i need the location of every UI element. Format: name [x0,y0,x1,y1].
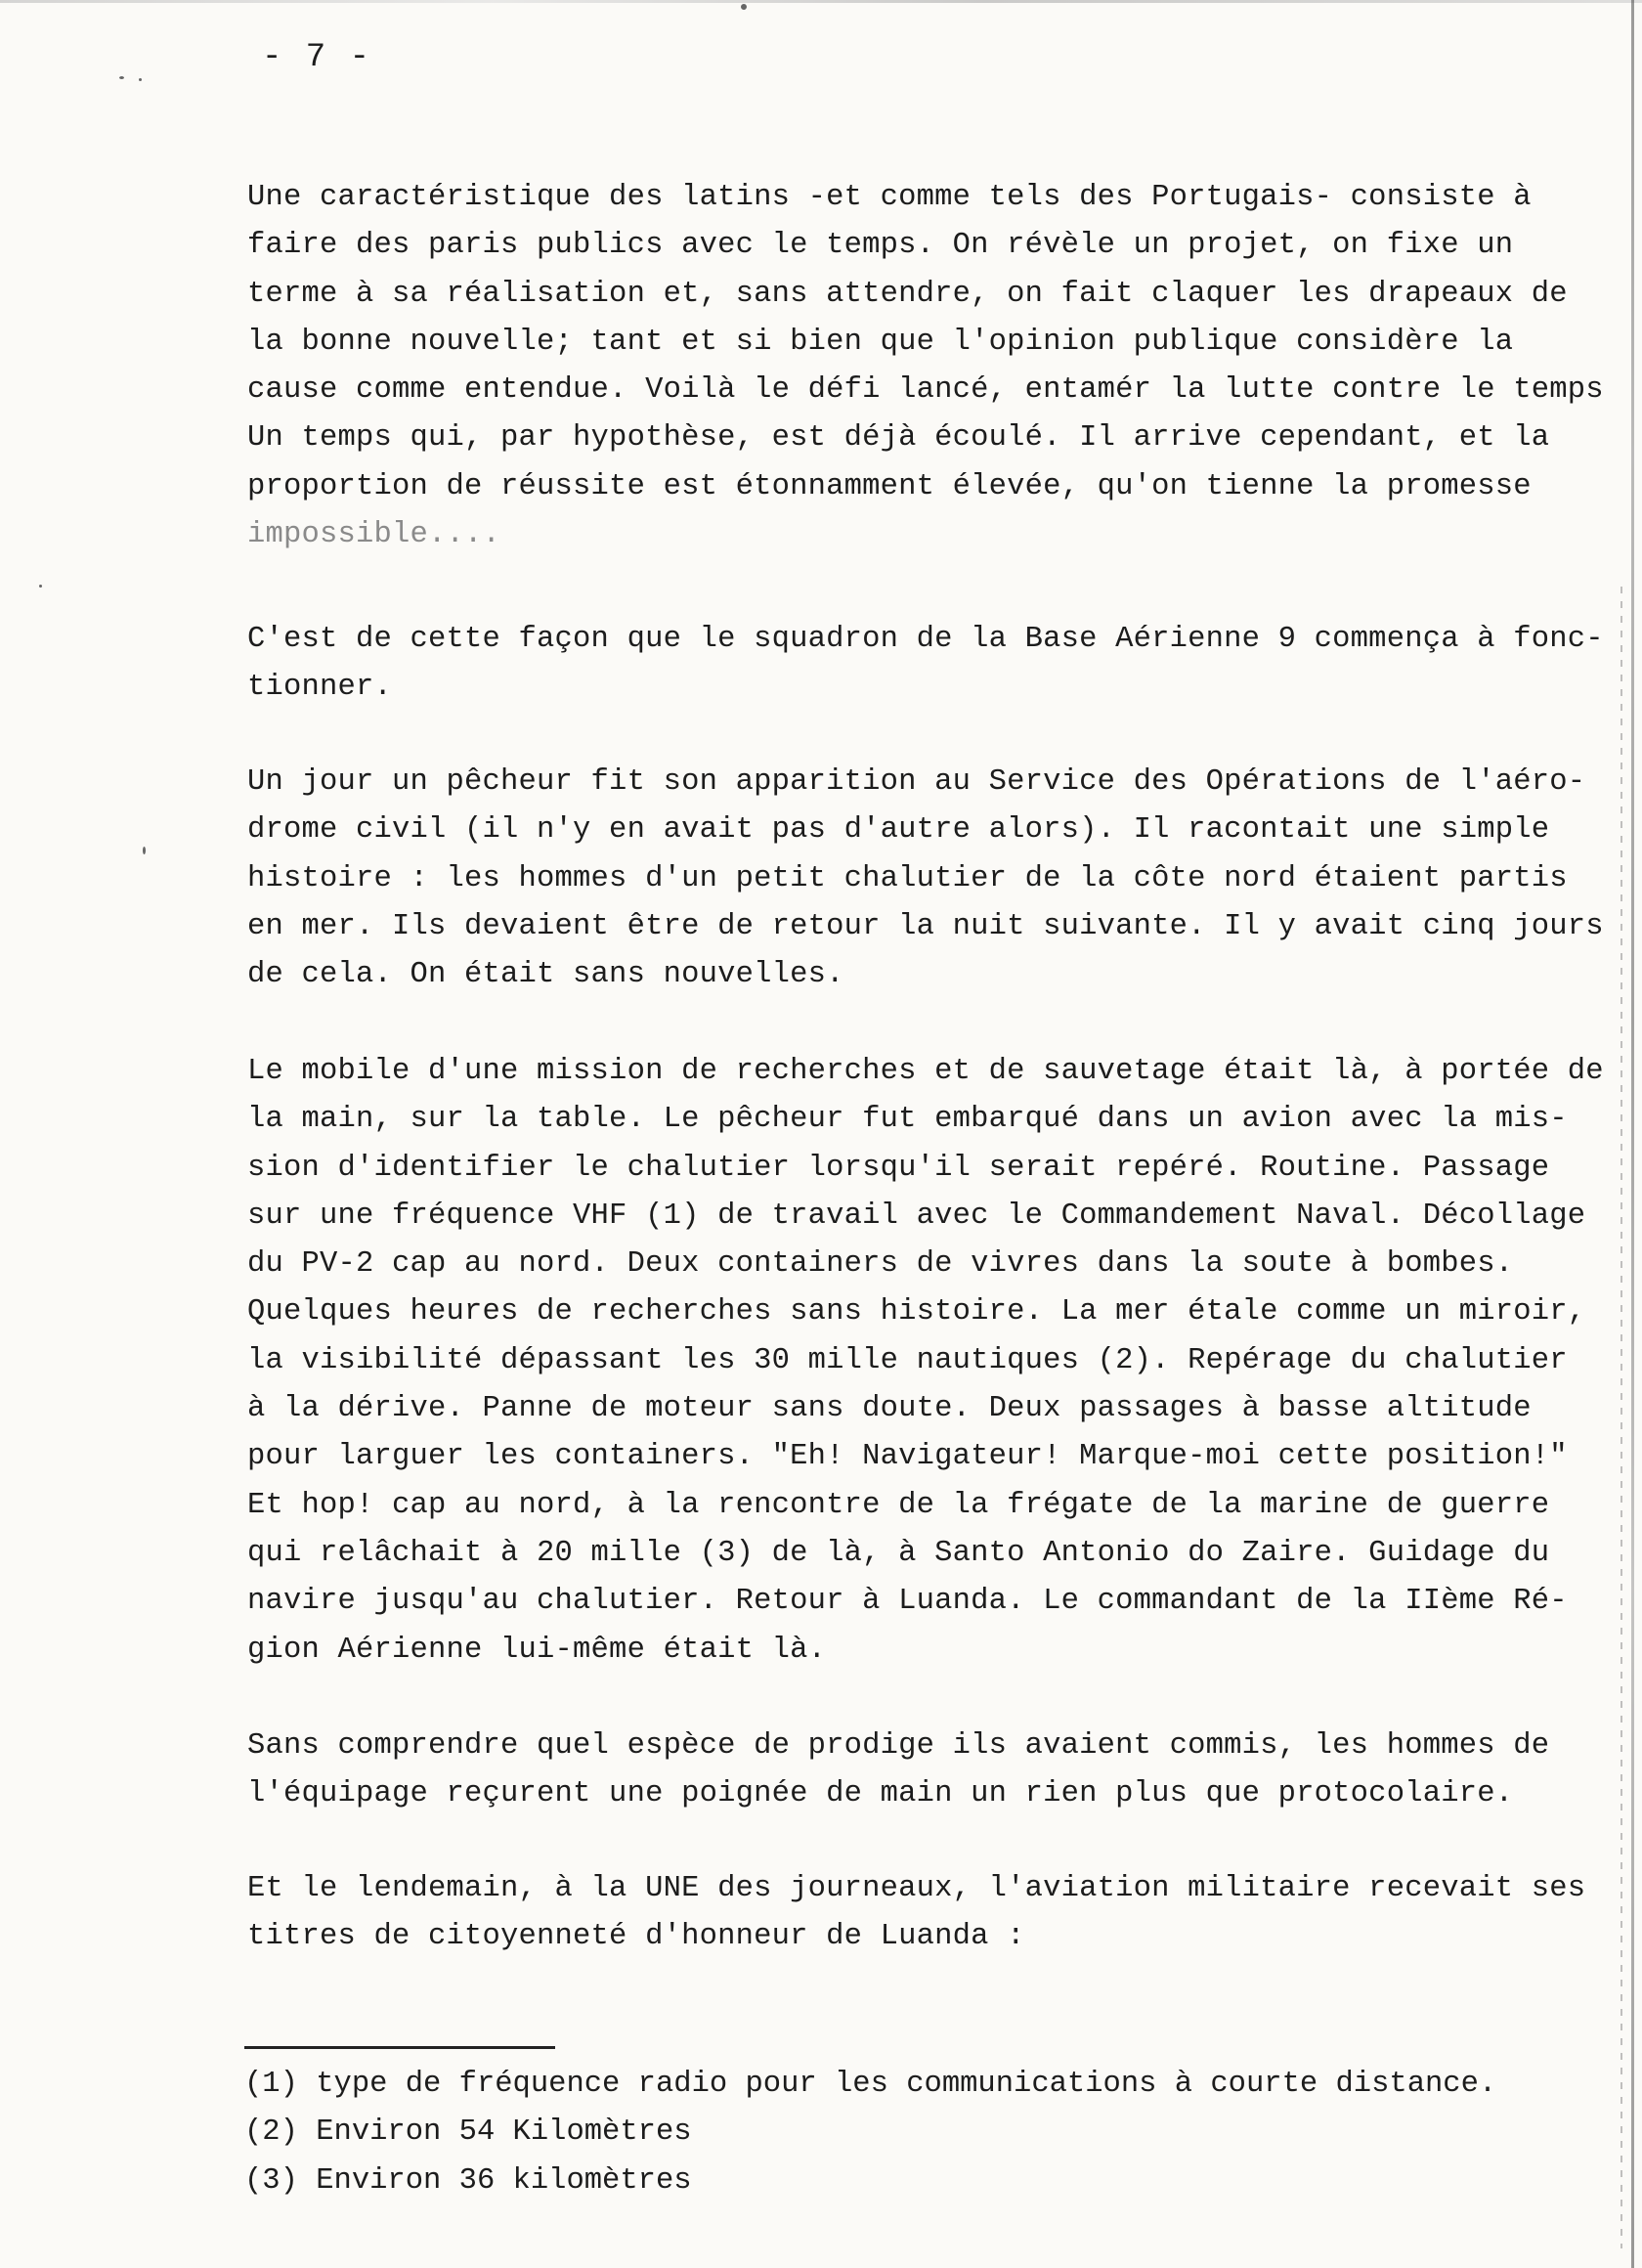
text-line: drome civil (il n'y en avait pas d'autre alors). Il racontait une simple [247,813,1550,848]
scan-speck [119,76,124,79]
scan-right-edge-dashes [1620,587,1622,2248]
scan-speck [39,585,42,588]
text-line: tionner. [247,671,393,705]
text-line: la main, sur la table. Le pêcheur fut embarqué dans un avion avec la mis- [247,1103,1568,1137]
text-line: histoire : les hommes d'un petit chalutier de la côte nord étaient partis [247,861,1568,895]
text-line: en mer. Ils devaient être de retour la nuit suivante. Il y avait cinq jours [247,909,1604,943]
footnote-2: (2) Environ 54 Kilomètres [244,2115,692,2150]
footnote-1: (1) type de fréquence radio pour les communications à courte distance. [244,2068,1497,2101]
text-line: pour larguer les containers. "Eh! Navigateur! Marque-moi cette position!" [247,1440,1568,1474]
paragraph-1 [247,174,1606,559]
text-line: cause comme entendue. Voilà le défi lancé, entamér la lutte contre le temps [247,373,1604,408]
text-line: Le mobile d'une mission de recherches et de sauvetage était là, à portée de [247,1055,1604,1088]
text-line: Sans comprendre quel espèce de prodige ils avaient commis, les hommes de [247,1729,1550,1763]
text-line: la visibilité dépassant les 30 mille nautiques (2). Repérage du chalutier [247,1343,1568,1377]
text-line: Quelques heures de recherches sans histoire. La mer étale comme un miroir, [247,1295,1586,1330]
text-line: du PV-2 cap au nord. Deux containers de vivres dans la soute à bombes. [247,1247,1514,1282]
text-line: l'équipage reçurent une poignée de main un rien plus que protocolaire. [247,1777,1514,1811]
text-line: titres de citoyenneté d'honneur de Luanda : [247,1920,1025,1954]
text-line: qui relâchait à 20 mille (3) de là, à Santo Antonio do Zaire. Guidage du [247,1536,1550,1570]
text-line: Et hop! cap au nord, à la rencontre de la frégate de la marine de guerre [247,1488,1550,1522]
text-line: Un temps qui, par hypothèse, est déjà écoulé. Il arrive cependant, et la [247,421,1550,456]
text-line: impossible.... [247,518,501,552]
paragraph-3 [247,759,1606,999]
paragraph-6 [247,1865,1606,1962]
text-line: sur une fréquence VHF (1) de travail avec le Commandement Naval. Décollage [247,1199,1586,1233]
text-line: la bonne nouvelle; tant et si bien que l'opinion publique considère la [247,325,1514,359]
scan-speck [139,78,142,81]
text-line: terme à sa réalisation et, sans attendre, on fait claquer les drapeaux de [247,277,1568,311]
footnote-divider [244,2046,555,2049]
text-line: gion Aérienne lui-même était là. [247,1633,827,1667]
scan-right-edge [1631,0,1634,2268]
paragraph-2 [247,616,1606,713]
text-line: faire des paris publics avec le temps. On révèle un projet, on fixe un [247,229,1514,263]
footnote-3: (3) Environ 36 kilomètres [244,2163,692,2198]
page-number: - 7 - [262,39,372,76]
paragraph-4 [247,1048,1606,1675]
text-line: à la dérive. Panne de moteur sans doute. Deux passages à basse altitude [247,1392,1532,1426]
scan-speck [143,847,146,854]
text-line: Un jour un pêcheur fit son apparition au Service des Opérations de l'aéro- [247,765,1586,799]
text-line: navire jusqu'au chalutier. Retour à Luanda. Le commandant de la IIème Ré- [247,1585,1568,1619]
scan-speck [741,4,747,10]
text-line: C'est de cette façon que le squadron de la Base Aérienne 9 commença à fonc- [247,623,1604,656]
footnotes [244,2061,1496,2205]
text-line: de cela. On était sans nouvelles. [247,958,844,992]
text-line: proportion de réussite est étonnamment élevée, qu'on tienne la promesse [247,469,1532,503]
text-line: Et le lendemain, à la UNE des journeaux, l'aviation militaire recevait ses [247,1872,1586,1905]
text-line: Une caractéristique des latins -et comme tels des Portugais- consiste à [247,181,1532,214]
scan-top-edge [0,0,1642,3]
text-line: sion d'identifier le chalutier lorsqu'il serait repéré. Routine. Passage [247,1151,1550,1185]
paragraph-5 [247,1723,1606,1819]
